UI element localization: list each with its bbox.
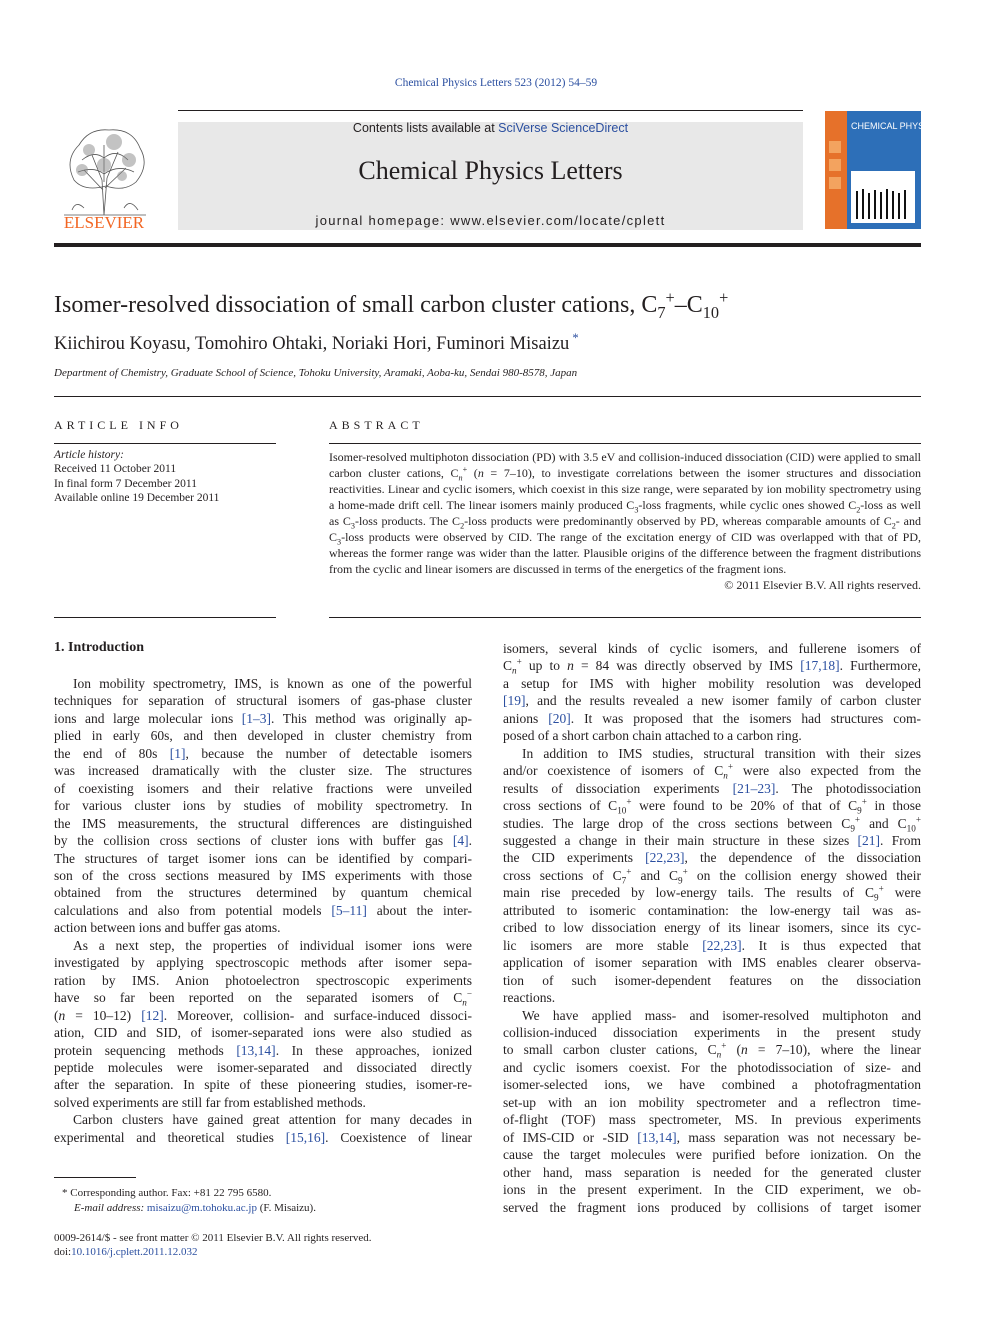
page-footer [54,1231,372,1259]
ref-link[interactable]: [17,18] [800,658,840,674]
sciencedirect-link[interactable]: SciVerse ScienceDirect [498,121,629,135]
authors-text: Kiichirou Koyasu, Tomohiro Ohtaki, Noriaki Hori, Fuminori Misaizu [54,334,570,354]
email-label: E-mail address: [74,1202,145,1214]
journal-cover-image [825,111,983,229]
title-rule [54,396,921,397]
masthead-rule [54,243,921,247]
body-column-right: isomers, several kinds of cyclic isomers, and fullerene isomers of $C_n^+$ up to n = 84 was directly observed by IMS [17,18]. Furthermore, a setup for IMS with higher mobility resolution was developed [19], and the results revealed a new isomer family of carbon cluster anions [20]. It was proposed that the isomers had structures com- posed of a short carbon chain attached to a carbon ring. In addition to IMS studies, structural transition with their sizes and/or coexistence of isomers of $C_n^+$ were also expected from the results of dissociation experiments [21–23]. The photodissociation cross sections of $C_{10}^+$ were found to be 20% of that of $C_9^+$ in those studies. The large drop of the cross sections between $C_9^+$ and $C_{10}^+$ suggested a change in their main structure in these sizes [21]. From the CID experiments [22,23], the dependence of the dissociation cross sections of $C_7^+$ and $C_9^+$ on the collision energy showed their main rise preceded by low-energy tails. The results of $C_9^+$ were attributed to isomeric contamination: the low-energy tail was as- cribed to low dissociation energy of its linear isomers, since its cyc- lic isomers are more stable [22,23]. It is thus expected that application of isomer separation with IMS enables clearer observa- tion of such isomer-dependent features on the dissociation reactions. We have applied mass- and isomer-resolved multiphoton and collision-induced dissociation experiments in the present study to small carbon cluster cations, $C_n^+$ (n = 7–10), where the linear and cyclic isomers coexist. For the photodissociation of size- and isomer-selected ions, we have combined a photofragmentation set-up with an ion mobility spectrometer and a reflectron time- of-flight (TOF) mass spectrometer, MS. In previous experiments of IMS-CID or -SID [13,14], mass separation was not necessary be- cause the target molecules were purified before ionization. On the other hand, mass separation is needed for the generated cluster ions in the present experiment. In the CID experiment, we ob- served the fragment ions produced by collisions of target isomer [503,641,922,1215]
ref-link[interactable]: [1–3] [241,710,272,726]
body-column-left: Ion mobility spectrometry, IMS, is known as one of the powerful techniques for separation of structural isomers of gas-phase cluster ions and large molecular ions [1–3]. This method was originally ap- plied in early 60s, and then developed in cluster chemistry from the end of 80s [1], because the number of detectable isomers was increased dramatically with the cluster size. The structures of coexisting isomers and their relative fractions were unveiled for various cluster ions by studies of mobility spectrometry. In the IMS measurements, the structural differences are distinguished by the collision cross sections of cluster ions with buffer gas [4]. The structures of target isomer ions can be identified by compari- son of the cross sections measured by IMS experiments with those obtained from the structures determined by quantum chemical calculations and also from potential models [5–11] about the inter- action between ions and buffer gas atoms. As a next step, the properties of individual isomer ions were investigated by applying spectroscopic methods after isomer sepa- ration by IMS. Anion photoelectron spectroscopic experiments have so far been reported on the separated isomers of $C_n^-$ (n = 10–12) [12]. Moreover, collision- and surface-induced dissoci- ation, CID and SID, of isomer-separated ions were also studied as protein sequencing methods [13,14]. In these approaches, ionized peptide molecules were isomer-separated and dissociated directly after the separation. In spite of these pioneering studies, isomer-re- solved experiments are still far from established methods. Carbon clusters have gained great attention for many decades in experimental and theoretical studies [15,16]. Coexistence of linear [54,676,473,1145]
abstract-rule [329,443,921,444]
article-title: Isomer-resolved dissociation of small carbon cluster cations, $C_7^+-C_{10}^+$ [54,288,729,322]
article-history [54,448,219,506]
section-heading-introduction: 1. Introduction [54,640,144,655]
journal-title: Chemical Physics Letters [358,156,623,185]
corresponding-author-marker[interactable]: * [569,330,579,345]
ref-link[interactable]: [20] [548,710,571,726]
elsevier-wordmark: ELSEVIER [63,213,145,232]
contents-line [178,121,803,135]
issn-line: 0009-2614/$ - see front matter © 2011 Elsevier B.V. All rights reserved. [54,1232,372,1244]
footnote-corresponding-text: Corresponding author. Fax: +81 22 795 6580. [70,1187,272,1199]
ref-link[interactable]: [12] [141,1007,164,1023]
cover-title: CHEMICAL PHYSICS LETTERS [851,121,983,131]
abstract-text: Isomer-resolved multiphoton dissociation (PD) with 3.5 eV and collision-induced dissociation (CID) were applied to small carbon cluster cations, $C_n^+$ (n = 7–10), to investigate correlations between the isomer structures and dissociation reactivities. Linear and cyclic isomers, which coexist in this size range, were separated by ion mobility spectrometry using a home-made drift cell. The linear isomers mainly produced $C_3$-loss fragments, while cyclic ones showed $C_2$-loss as well as $C_3$-loss products. The $C_2$-loss products were predominantly observed by PD, whereas comparable amounts of $C_2-$ and $C_3$-loss products were observed by CID. The range of the excitation energy of CID was overlapped with that of PD, whereas the former range was wider than the latter. Plausible origins of the difference between the fragment distributions from the cyclic and linear isomers are discussed in terms of the energetics of the fragment ions. © 2011 Elsevier B.V. All rights reserved. [329,450,922,592]
footnote-rule [54,1177,136,1178]
author-list [54,330,579,355]
abstract-bottom-rule [329,617,921,618]
abstract-heading: ABSTRACT [329,418,424,432]
article-info-heading: ARTICLE INFO [54,418,183,432]
ref-link[interactable]: [15,16] [285,1129,326,1145]
ref-link[interactable]: [13,14] [236,1042,276,1058]
history-label: Article history: [54,449,124,461]
history-revised: In final form 7 December 2011 [54,477,197,490]
affiliation: Department of Chemistry, Graduate School of Science, Tohoku University, Aramaki, Aoba-ku, Sendai 980-8578, Japan [54,367,578,379]
article-info-bottom-rule [54,617,276,618]
doi-link[interactable]: 10.1016/j.cplett.2011.12.032 [71,1246,198,1258]
email-link[interactable]: misaizu@m.tohoku.ac.jp [146,1202,257,1214]
header-rule [178,110,803,111]
history-received: Received 11 October 2011 [54,463,177,476]
ref-link[interactable]: [21–23] [732,780,776,796]
article-info-rule [54,443,276,444]
abstract-copyright: © 2011 Elsevier B.V. All rights reserved. [724,578,921,592]
footnote-email [54,1201,316,1216]
ref-link[interactable]: [1] [169,745,186,761]
ref-link[interactable]: [4] [452,833,469,849]
history-online: Available online 19 December 2011 [54,492,220,505]
contents-prefix: Contents lists available at [352,121,499,135]
ref-link[interactable]: [22,23] [645,850,685,866]
elsevier-tree-logo-icon [54,120,154,232]
ref-link[interactable]: [22,23] [702,937,742,953]
ref-link[interactable]: [13,14] [637,1129,677,1145]
doi-label: doi: [54,1246,72,1258]
journal-homepage[interactable]: journal homepage: www.elsevier.com/locate/cplett [315,213,666,228]
ref-link[interactable]: [5–11] [331,902,367,918]
ref-link[interactable]: [19] [503,693,526,709]
doi-line [54,1245,372,1259]
email-owner: (F. Misaizu). [259,1202,316,1214]
footnote [54,1186,316,1216]
ref-link[interactable]: [21] [857,832,881,848]
article-title-text: Isomer-resolved dissociation of small carbon cluster cations, C [54,292,658,318]
journal-citation[interactable]: Chemical Physics Letters 523 (2012) 54–59 [394,77,598,89]
footnote-corresponding: * Corresponding author. Fax: +81 22 795 6580. [62,1187,272,1199]
